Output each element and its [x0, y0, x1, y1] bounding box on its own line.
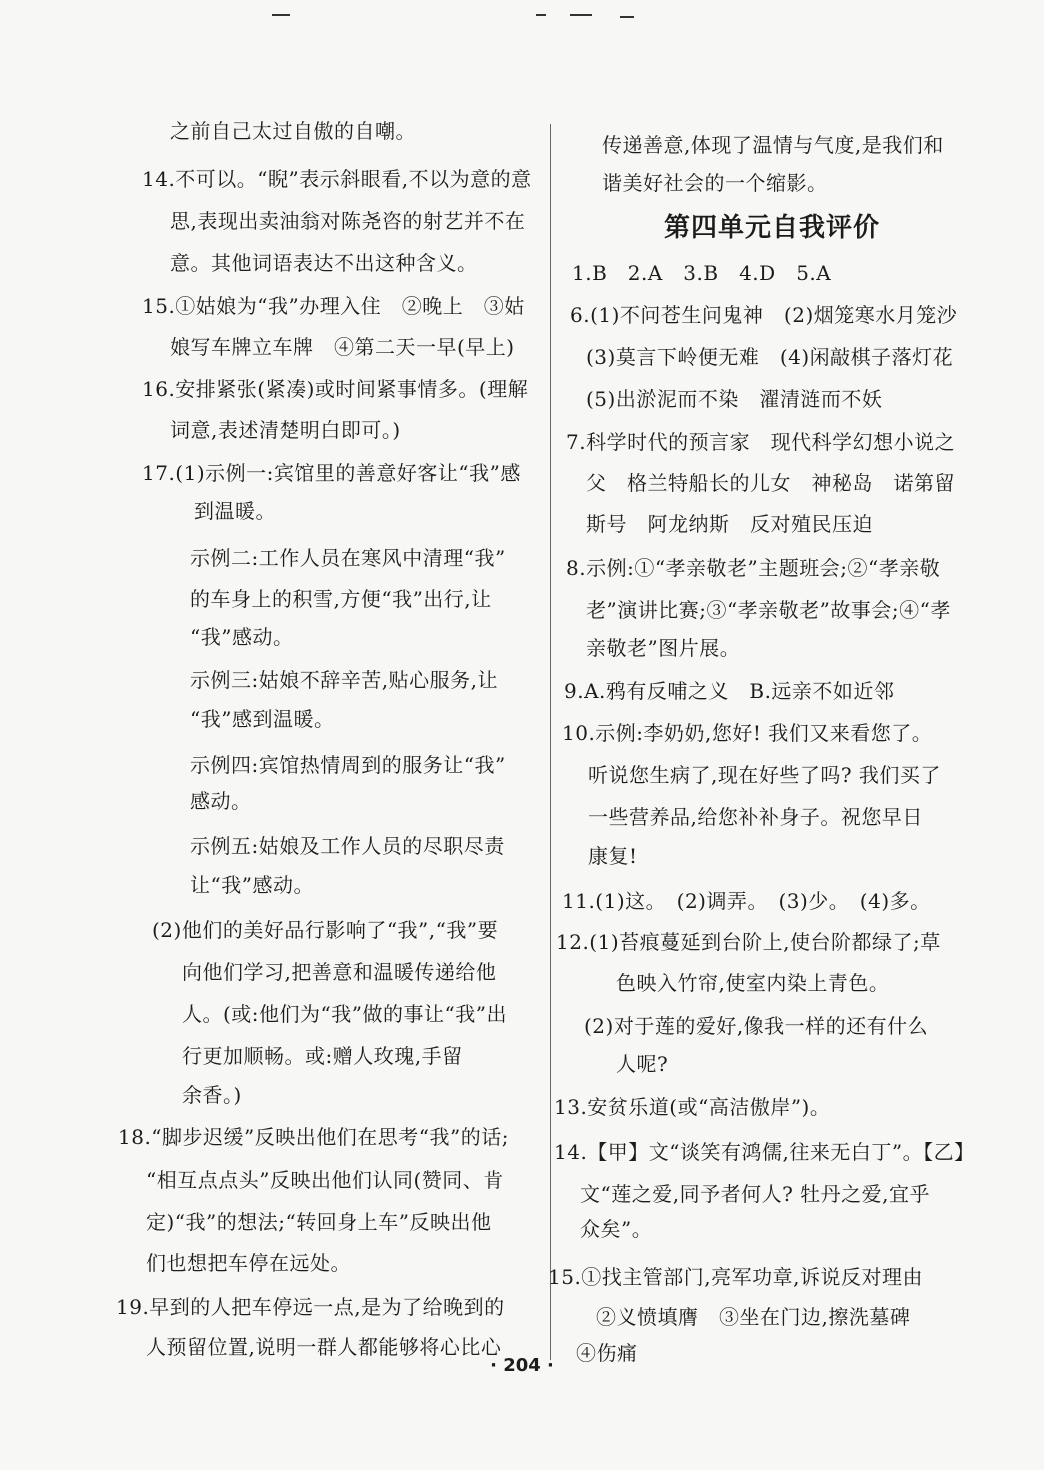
section-title: 第四单元自我评价	[664, 213, 881, 243]
text-line: (2)他们的美好品行影响了“我”,“我”要	[152, 918, 499, 942]
text-line: 父 格兰特船长的儿女 神秘岛 诺第留	[586, 471, 955, 495]
text-line: 17.(1)示例一:宾馆里的善意好客让“我”感	[142, 461, 521, 485]
text-line: 斯号 阿龙纳斯 反对殖民压迫	[586, 512, 873, 536]
text-line: 13.安贫乐道(或“高洁傲岸”)。	[554, 1095, 831, 1119]
text-line: 6.(1)不问苍生问鬼神 (2)烟笼寒水月笼沙	[570, 303, 958, 327]
text-line: 感动。	[190, 789, 252, 813]
text-line: 到温暖。	[194, 499, 276, 523]
text-line: 谐美好社会的一个缩影。	[602, 171, 828, 195]
text-line: 众矣”。	[580, 1217, 653, 1241]
text-line: 15.①姑娘为“我”办理入住 ②晚上 ③姑	[142, 294, 525, 318]
text-line: 色映入竹帘,使室内染上青色。	[616, 971, 890, 995]
text-line: (2)对于莲的爱好,像我一样的还有什么	[584, 1014, 929, 1038]
text-line: 15.①找主管部门,亮军功章,诉说反对理由	[548, 1265, 924, 1289]
text-line: 11.(1)这。 (2)调弄。 (3)少。 (4)多。	[562, 889, 931, 913]
text-line: 示例三:姑娘不辞辛苦,贴心服务,让	[190, 668, 498, 692]
text-line: ②义愤填膺 ③坐在门边,擦洗墓碑	[596, 1305, 911, 1329]
text-line: 14.不可以。“睨”表示斜眼看,不以为意的意	[142, 167, 532, 191]
text-line: 19.早到的人把车停远一点,是为了给晚到的	[116, 1295, 505, 1319]
text-line: 14.【甲】文“谈笑有鸿儒,往来无白丁”。【乙】	[554, 1140, 975, 1164]
column-divider	[550, 124, 551, 1360]
text-line: 向他们学习,把善意和温暖传递给他	[182, 960, 497, 984]
text-line: 文“莲之爱,同予者何人? 牡丹之爱,宜乎	[580, 1182, 931, 1206]
text-line: 人预留位置,说明一群人都能够将心比心	[146, 1335, 502, 1359]
text-line: 8.示例:①“孝亲敬老”主题班会;②“孝亲敬	[566, 556, 941, 580]
text-line: 亲敬老”图片展。	[586, 636, 741, 660]
text-line: 老”演讲比赛;③“孝亲敬老”故事会;④“孝	[586, 598, 951, 622]
text-line: ④伤痛	[576, 1341, 638, 1365]
text-line: 传递善意,体现了温情与气度,是我们和	[602, 133, 944, 157]
top-scan-marks	[0, 6, 1044, 26]
text-line: 娘写车牌立车牌 ④第二天一早(早上)	[170, 335, 515, 359]
text-line: 示例五:姑娘及工作人员的尽职尽责	[190, 834, 505, 858]
text-line: 思,表现出卖油翁对陈尧咨的射艺并不在	[170, 209, 526, 233]
text-line: (3)莫言下岭便无难 (4)闲敲棋子落灯花	[586, 345, 954, 369]
text-line: 7.科学时代的预言家 现代科学幻想小说之	[566, 430, 956, 454]
text-line: 之前自己太过自傲的自嘲。	[170, 119, 416, 143]
text-line: 行更加顺畅。或:赠人玫瑰,手留	[182, 1044, 463, 1068]
text-line: 1.B 2.A 3.B 4.D 5.A	[572, 261, 832, 285]
text-line: 10.示例:李奶奶,您好! 我们又来看您了。	[562, 721, 933, 745]
text-line: 的车身上的积雪,方便“我”出行,让	[190, 587, 492, 611]
text-line: “我”感动。	[190, 625, 294, 649]
text-line: “我”感到温暖。	[190, 707, 335, 731]
text-line: 示例二:工作人员在寒风中清理“我”	[190, 546, 506, 570]
text-line: 人。(或:他们为“我”做的事让“我”出	[182, 1002, 507, 1026]
text-line: 人呢?	[616, 1052, 669, 1076]
text-line: 康复!	[588, 844, 638, 868]
text-line: 让“我”感动。	[190, 873, 314, 897]
text-line: (5)出淤泥而不染 濯清涟而不妖	[586, 387, 883, 411]
text-line: 示例四:宾馆热情周到的服务让“我”	[190, 753, 506, 777]
text-line: 一些营养品,给您补补身子。祝您早日	[588, 805, 923, 829]
text-line: 意。其他词语表达不出这种含义。	[170, 251, 478, 275]
text-line: 词意,表述清楚明白即可。)	[170, 418, 401, 442]
text-line: 听说您生病了,现在好些了吗? 我们买了	[588, 763, 941, 787]
text-line: 余香。)	[182, 1083, 242, 1107]
text-line: 16.安排紧张(紧凑)或时间紧事情多。(理解	[142, 377, 529, 401]
page-number: · 204 ·	[490, 1355, 554, 1376]
text-line: 定)“我”的想法;“转回身上车”反映出他	[146, 1210, 492, 1234]
text-line: 们也想把车停在远处。	[146, 1251, 351, 1275]
text-line: 18.“脚步迟缓”反映出他们在思考“我”的话;	[118, 1125, 509, 1149]
text-line: “相互点点头”反映出他们认同(赞同、肯	[146, 1168, 504, 1192]
text-line: 9.A.鸦有反哺之义 B.远亲不如近邻	[564, 679, 895, 703]
text-line: 12.(1)苔痕蔓延到台阶上,使台阶都绿了;草	[556, 930, 941, 954]
